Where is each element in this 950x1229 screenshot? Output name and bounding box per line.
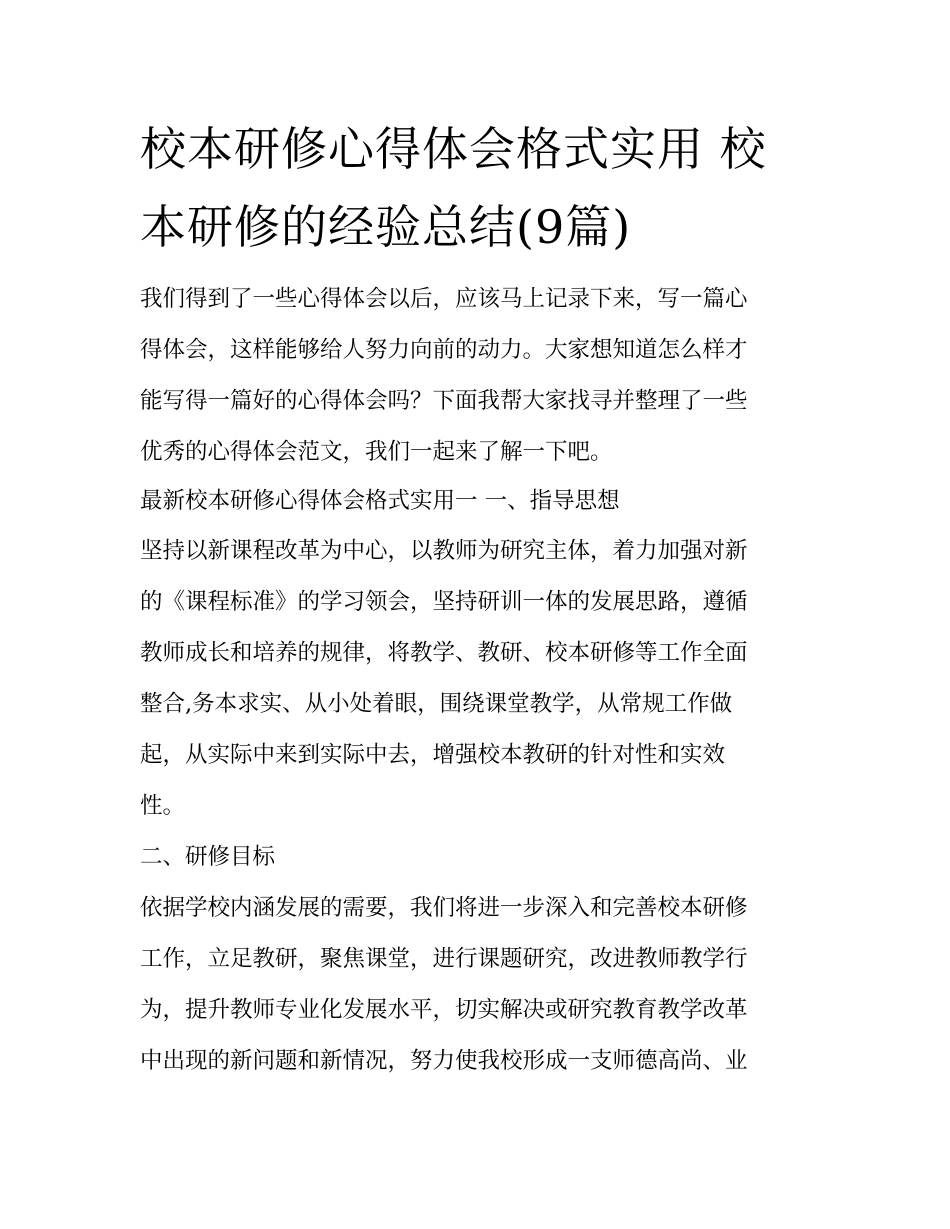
body-line: 优秀的心得体会范文，我们一起来了解一下吧。 xyxy=(140,439,613,465)
body-line: 坚持以新课程改革为中心，以教师为研究主体，着力加强对新 xyxy=(140,538,748,564)
body-line: 能写得一篇好的心得体会吗？下面我帮大家找寻并整理了一些 xyxy=(140,388,748,414)
body-line: 依据学校内涵发展的需要，我们将进一步深入和完善校本研修 xyxy=(140,895,748,921)
body-line: 我们得到了一些心得体会以后，应该马上记录下来，写一篇心 xyxy=(140,286,748,312)
body-line: 起，从实际中来到实际中去，增强校本教研的针对性和实效 xyxy=(140,742,726,768)
body-line: 性。 xyxy=(140,793,186,819)
body-line: 工作，立足教研，聚焦课堂，进行课题研究，改进教师教学行 xyxy=(140,946,748,972)
section-heading: 最新校本研修心得体会格式实用一 一、指导思想 xyxy=(140,488,620,514)
body-line: 为，提升教师专业化发展水平，切实解决或研究教育教学改革 xyxy=(140,997,748,1023)
document-title-line-1: 校本研修心得体会格式实用 校 xyxy=(140,122,767,176)
body-line: 中出现的新问题和新情况，努力使我校形成一支师德高尚、业 xyxy=(140,1048,748,1074)
body-line: 得体会，这样能够给人努力向前的动力。大家想知道怎么样才 xyxy=(140,337,748,363)
body-line: 教师成长和培养的规律，将教学、教研、校本研修等工作全面 xyxy=(140,640,748,666)
body-line: 整合,务本求实、从小处着眼，围绕课堂教学，从常规工作做 xyxy=(140,691,733,717)
document-title-line-2: 本研修的经验总结(9篇) xyxy=(140,200,632,254)
body-line: 的《课程标准》的学习领会，坚持研训一体的发展思路，遵循 xyxy=(140,589,748,615)
section-heading: 二、研修目标 xyxy=(140,844,276,870)
